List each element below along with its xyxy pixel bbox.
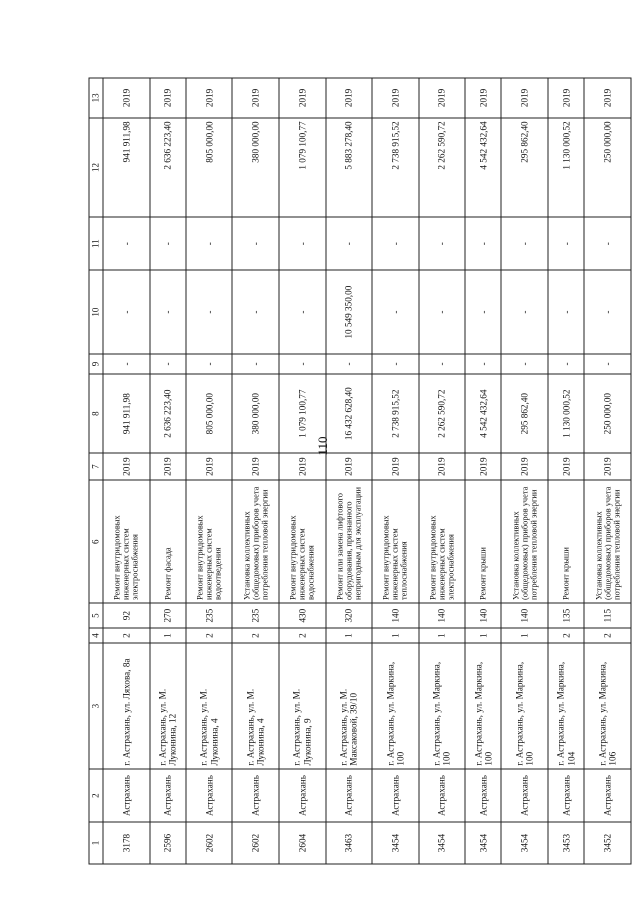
table-row <box>419 78 466 864</box>
address-cell: г. Астрахань, ул. Маркина, 104 <box>548 643 584 769</box>
area-cell: 135 <box>548 604 584 628</box>
fund-10-cell: - <box>548 270 584 354</box>
fund-11-cell: - <box>501 217 548 270</box>
total-cost-cell: 250 000,00 <box>584 374 631 453</box>
record-id-cell: 2602 <box>186 822 233 864</box>
area-cell: 115 <box>584 604 631 628</box>
work-type-cell: Ремонт внутридомовых инженерных систем электроснабжения <box>103 480 150 604</box>
fund-9-cell: - <box>548 354 584 374</box>
total-cost-cell: 295 862,40 <box>501 374 548 453</box>
fund-12-cell: 5 883 278,40 <box>326 118 373 217</box>
header-cell: 2 <box>89 769 103 822</box>
completion-year-cell: 2019 <box>326 78 373 118</box>
fund-11-cell: - <box>419 217 466 270</box>
area-cell: 140 <box>465 604 501 628</box>
record-id-cell: 2596 <box>150 822 186 864</box>
completion-year-cell: 2019 <box>186 78 233 118</box>
work-type-cell: Ремонт внутридомовых инженерных систем теплоснабжения <box>372 480 419 604</box>
capital-repair-table <box>89 78 632 865</box>
fund-9-cell: - <box>372 354 419 374</box>
table-row <box>465 78 501 864</box>
fund-11-cell: - <box>548 217 584 270</box>
fund-12-cell: 250 000,00 <box>584 118 631 217</box>
municipality-cell: Астрахань <box>103 769 150 822</box>
fund-11-cell: - <box>279 217 326 270</box>
fund-12-cell: 380 000,00 <box>232 118 279 217</box>
fund-9-cell: - <box>584 354 631 374</box>
fund-12-cell: 805 000,00 <box>186 118 233 217</box>
table-row <box>103 78 150 864</box>
record-id-cell: 3454 <box>372 822 419 864</box>
record-id-cell: 2604 <box>279 822 326 864</box>
municipality-cell: Астрахань <box>501 769 548 822</box>
address-cell: г. Астрахань, ул. Маркина, 106 <box>584 643 631 769</box>
work-type-cell: Ремонт фасада <box>150 480 186 604</box>
header-cell: 1 <box>89 822 103 864</box>
total-cost-cell: 16 432 628,40 <box>326 374 373 453</box>
header-cell: 7 <box>89 453 103 479</box>
fund-10-cell: - <box>186 270 233 354</box>
completion-year-cell: 2019 <box>419 78 466 118</box>
work-type-cell: Установка коллективных (общедомовых) приборов учета потребления тепловой энергии <box>584 480 631 604</box>
completion-year-cell: 2019 <box>372 78 419 118</box>
fund-12-cell: 2 262 590,72 <box>419 118 466 217</box>
fund-9-cell: - <box>150 354 186 374</box>
fund-12-cell: 941 911,98 <box>103 118 150 217</box>
fund-12-cell: 4 542 432,64 <box>465 118 501 217</box>
work-type-cell: Установка коллективных (общедомовых) приборов учета потребления тепловой энергии <box>232 480 279 604</box>
year-cell: 2019 <box>279 453 326 479</box>
fund-11-cell: - <box>103 217 150 270</box>
address-cell: г. Астрахань, ул. Маркина, 100 <box>465 643 501 769</box>
address-cell: г. Астрахань, ул. Маркина, 100 <box>419 643 466 769</box>
fund-11-cell: - <box>584 217 631 270</box>
address-cell: г. Астрахань, ул. Маркина, 100 <box>501 643 548 769</box>
fund-9-cell: - <box>103 354 150 374</box>
fund-9-cell: - <box>326 354 373 374</box>
fund-12-cell: 295 862,40 <box>501 118 548 217</box>
table-row <box>584 78 631 864</box>
fund-11-cell: - <box>232 217 279 270</box>
category-cell: 2 <box>232 628 279 643</box>
year-cell: 2019 <box>501 453 548 479</box>
fund-10-cell: - <box>232 270 279 354</box>
municipality-cell: Астрахань <box>326 769 373 822</box>
year-cell: 2019 <box>326 453 373 479</box>
category-cell: 1 <box>419 628 466 643</box>
fund-10-cell: - <box>279 270 326 354</box>
category-cell: 1 <box>372 628 419 643</box>
completion-year-cell: 2019 <box>279 78 326 118</box>
area-cell: 320 <box>326 604 373 628</box>
category-cell: 2 <box>584 628 631 643</box>
total-cost-cell: 1 079 100,77 <box>279 374 326 453</box>
municipality-cell: Астрахань <box>186 769 233 822</box>
fund-9-cell: - <box>279 354 326 374</box>
work-type-cell: Ремонт внутридомовых инженерных систем водоотведения <box>186 480 233 604</box>
total-cost-cell: 941 911,98 <box>103 374 150 453</box>
table-row <box>501 78 548 864</box>
area-cell: 270 <box>150 604 186 628</box>
address-cell: г. Астрахань, ул. Ляхова, 8а <box>103 643 150 769</box>
record-id-cell: 3454 <box>465 822 501 864</box>
record-id-cell: 3454 <box>419 822 466 864</box>
work-type-cell: Ремонт внутридомовых инженерных систем водоснабжения <box>279 480 326 604</box>
fund-11-cell: - <box>150 217 186 270</box>
work-type-cell: Ремонт крыши <box>465 480 501 604</box>
record-id-cell: 3178 <box>103 822 150 864</box>
total-cost-cell: 2 636 223,40 <box>150 374 186 453</box>
completion-year-cell: 2019 <box>465 78 501 118</box>
header-cell: 3 <box>89 643 103 769</box>
record-id-cell: 3454 <box>501 822 548 864</box>
municipality-cell: Астрахань <box>279 769 326 822</box>
municipality-cell: Астрахань <box>232 769 279 822</box>
work-type-cell: Ремонт или замена лифтового оборудования, признанного непригодным для эксплуатации <box>326 480 373 604</box>
completion-year-cell: 2019 <box>584 78 631 118</box>
fund-9-cell: - <box>186 354 233 374</box>
fund-12-cell: 1 079 100,77 <box>279 118 326 217</box>
record-id-cell: 3463 <box>326 822 373 864</box>
area-cell: 235 <box>186 604 233 628</box>
area-cell: 430 <box>279 604 326 628</box>
area-cell: 235 <box>232 604 279 628</box>
year-cell: 2019 <box>465 453 501 479</box>
header-cell: 13 <box>89 78 103 118</box>
record-id-cell: 3452 <box>584 822 631 864</box>
fund-12-cell: 2 738 915,52 <box>372 118 419 217</box>
municipality-cell: Астрахань <box>419 769 466 822</box>
record-id-cell: 2602 <box>232 822 279 864</box>
fund-10-cell: - <box>103 270 150 354</box>
fund-9-cell: - <box>501 354 548 374</box>
table-row <box>186 78 233 864</box>
category-cell: 1 <box>326 628 373 643</box>
year-cell: 2019 <box>232 453 279 479</box>
fund-11-cell: - <box>326 217 373 270</box>
header-cell: 4 <box>89 628 103 643</box>
header-cell: 10 <box>89 270 103 354</box>
fund-12-cell: 2 636 223,40 <box>150 118 186 217</box>
fund-9-cell: - <box>465 354 501 374</box>
completion-year-cell: 2019 <box>501 78 548 118</box>
total-cost-cell: 2 738 915,52 <box>372 374 419 453</box>
total-cost-cell: 380 000,00 <box>232 374 279 453</box>
total-cost-cell: 1 130 000,52 <box>548 374 584 453</box>
fund-11-cell: - <box>372 217 419 270</box>
address-cell: г. Астрахань, ул. Маркина, 100 <box>372 643 419 769</box>
area-cell: 140 <box>419 604 466 628</box>
category-cell: 1 <box>150 628 186 643</box>
address-cell: г. Астрахань, ул. М. Луконина, 12 <box>150 643 186 769</box>
municipality-cell: Астрахань <box>465 769 501 822</box>
table-row <box>232 78 279 864</box>
table-row <box>150 78 186 864</box>
year-cell: 2019 <box>103 453 150 479</box>
table-row <box>326 78 373 864</box>
category-cell: 2 <box>186 628 233 643</box>
header-cell: 12 <box>89 118 103 217</box>
header-row <box>89 78 103 864</box>
work-type-cell: Ремонт крыши <box>548 480 584 604</box>
year-cell: 2019 <box>584 453 631 479</box>
address-cell: г. Астрахань, ул. М. Луконина, 9 <box>279 643 326 769</box>
record-id-cell: 3453 <box>548 822 584 864</box>
category-cell: 2 <box>548 628 584 643</box>
fund-10-cell: - <box>419 270 466 354</box>
fund-12-cell: 1 130 000,52 <box>548 118 584 217</box>
capital-repair-table-container <box>89 78 632 865</box>
fund-10-cell: - <box>501 270 548 354</box>
header-cell: 8 <box>89 374 103 453</box>
fund-10-cell: - <box>465 270 501 354</box>
fund-10-cell: - <box>584 270 631 354</box>
table-row <box>372 78 419 864</box>
area-cell: 140 <box>501 604 548 628</box>
page-number: 110 <box>315 436 330 456</box>
fund-10-cell: - <box>372 270 419 354</box>
area-cell: 92 <box>103 604 150 628</box>
fund-9-cell: - <box>419 354 466 374</box>
header-cell: 11 <box>89 217 103 270</box>
header-cell: 5 <box>89 604 103 628</box>
year-cell: 2019 <box>372 453 419 479</box>
completion-year-cell: 2019 <box>548 78 584 118</box>
table-row <box>279 78 326 864</box>
completion-year-cell: 2019 <box>103 78 150 118</box>
category-cell: 1 <box>501 628 548 643</box>
fund-9-cell: - <box>232 354 279 374</box>
year-cell: 2019 <box>419 453 466 479</box>
header-cell: 6 <box>89 480 103 604</box>
completion-year-cell: 2019 <box>232 78 279 118</box>
category-cell: 2 <box>103 628 150 643</box>
total-cost-cell: 4 542 432,64 <box>465 374 501 453</box>
municipality-cell: Астрахань <box>372 769 419 822</box>
year-cell: 2019 <box>548 453 584 479</box>
municipality-cell: Астрахань <box>584 769 631 822</box>
fund-11-cell: - <box>186 217 233 270</box>
address-cell: г. Астрахань, ул. М. Луконина, 4 <box>186 643 233 769</box>
work-type-cell: Ремонт внутридомовых инженерных систем электроснабжения <box>419 480 466 604</box>
area-cell: 140 <box>372 604 419 628</box>
category-cell: 2 <box>279 628 326 643</box>
municipality-cell: Астрахань <box>548 769 584 822</box>
fund-11-cell: - <box>465 217 501 270</box>
fund-10-cell: 10 549 350,00 <box>326 270 373 354</box>
table-row <box>548 78 584 864</box>
work-type-cell: Установка коллективных (общедомовых) приборов учета потребления тепловой энергии <box>501 480 548 604</box>
header-cell: 9 <box>89 354 103 374</box>
category-cell: 1 <box>465 628 501 643</box>
fund-10-cell: - <box>150 270 186 354</box>
address-cell: г. Астрахань, ул. М. Луконина, 4 <box>232 643 279 769</box>
address-cell: г. Астрахань, ул. М. Максаковой, 39/10 <box>326 643 373 769</box>
table-body <box>103 78 631 864</box>
completion-year-cell: 2019 <box>150 78 186 118</box>
total-cost-cell: 805 000,00 <box>186 374 233 453</box>
year-cell: 2019 <box>186 453 233 479</box>
year-cell: 2019 <box>150 453 186 479</box>
municipality-cell: Астрахань <box>150 769 186 822</box>
total-cost-cell: 2 262 590,72 <box>419 374 466 453</box>
